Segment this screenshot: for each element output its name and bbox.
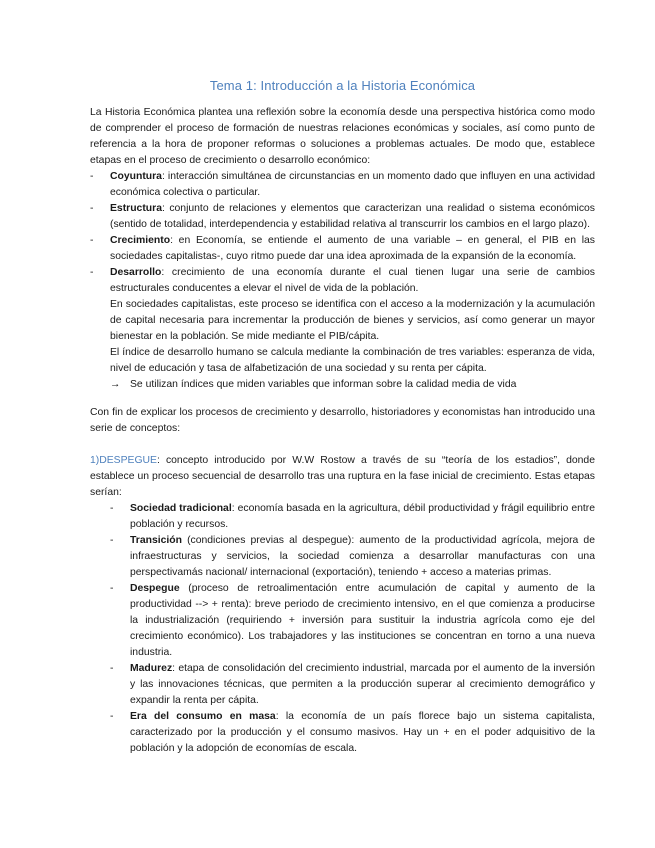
list-dash: -: [110, 711, 114, 722]
stage-term: Transición: [130, 535, 182, 546]
transition-paragraph: Con fin de explicar los procesos de crecimiento y desarrollo, historiadores y economistas han introducido una serie de conceptos:: [90, 407, 595, 434]
despegue-paragraph: [90, 453, 595, 501]
arrow-right-icon: →: [110, 379, 121, 390]
concept-text: : crecimiento de una economía durante el cual tienen lugar una serie de cambios estructurales conducentes a elevar el nivel de vida de la población.: [110, 267, 595, 294]
list-dash: -: [90, 235, 94, 246]
despegue-label: 1)DESPEGUE: [90, 455, 157, 466]
list-dash: -: [110, 583, 114, 594]
list-dash: -: [110, 535, 114, 546]
concept-estructura: [90, 201, 595, 233]
concept-term: Estructura: [110, 203, 162, 214]
stage-term: Sociedad tradicional: [130, 503, 232, 514]
list-dash: -: [90, 171, 94, 182]
concept-text: : conjunto de relaciones y elementos que caracterizan una realidad o sistema económicos (sentido de totalidad, interdependencia y estabilidad relativa al transcurrir los cambios en el largo plazo).: [110, 203, 595, 230]
concept-coyuntura: [90, 169, 595, 201]
concept-text: : en Economía, se entiende el aumento de una variable – en general, el PIB en las sociedades capitalistas-, cuyo ritmo puede dar una idea aproximada de la expansión de la economía.: [110, 235, 595, 262]
stage-sociedad-tradicional: [110, 501, 595, 533]
despegue-text: : concepto introducido por W.W Rostow a través de su “teoría de los estadios”, donde establece un proceso secuencial de desarrollo tras una ruptura en la fase inicial de crecimiento. Estas etapas serían:: [90, 455, 595, 498]
desarrollo-paragraph-2: El índice de desarrollo humano se calcula mediante la combinación de tres variables: esperanza de vida, nivel de educación y tasa de alfabetización de una sociedad y su renta per cápita.: [110, 347, 595, 374]
arrow-note-text: Se utilizan índices que miden variables que informan sobre la calidad media de vida: [130, 379, 517, 390]
arrow-note: [90, 377, 595, 393]
list-dash: -: [110, 503, 114, 514]
concept-term: Crecimiento: [110, 235, 171, 246]
concept-term: Desarrollo: [110, 267, 162, 278]
stage-text: : etapa de consolidación del crecimiento industrial, marcada por el aumento de la inversión y las innovaciones técnicas, que permiten a la producción superar al crecimiento demográfico y expandir la renta per cápita.: [130, 663, 595, 706]
intro-paragraph: La Historia Económica plantea una reflexión sobre la economía desde una perspectiva histórica como modo de comprender el proceso de formación de nuestras relaciones económicas y sociales, así como punto de referencia a la hora de proponer reformas o soluciones a problemas actuales. De modo que, establece etapas en el proceso de crecimiento o desarrollo económico:: [90, 107, 595, 166]
stage-text: : la economía de un país florece bajo un sistema capitalista, caracterizado por la producción y el consumo masivos. Hay un + en el poder adquisitivo de la población y la adopción de economías de escala.: [130, 711, 596, 754]
concept-crecimiento: [90, 233, 595, 265]
concept-text: : interacción simultánea de circunstancias en un momento dado que influyen en una actividad económica colectiva o particular.: [110, 171, 595, 198]
list-dash: -: [110, 663, 114, 674]
stage-term: Despegue: [130, 583, 180, 594]
stage-text: : economía basada en la agricultura, débil productividad y frágil equilibrio entre población y recursos.: [130, 503, 596, 530]
stage-despegue: [110, 581, 595, 661]
page-title: Tema 1: Introducción a la Historia Económica: [209, 78, 476, 93]
list-dash: -: [90, 203, 94, 214]
stage-term: Era del consumo en masa: [130, 711, 276, 722]
concept-desarrollo: [90, 265, 595, 297]
desarrollo-paragraph-1: En sociedades capitalistas, este proceso se identifica con el acceso a la modernización y la acumulación de capital necesaria para incrementar la producción de bienes y servicios, así como generar un mayor bienestar en la población. Se mide mediante el PIB/cápita.: [110, 299, 595, 342]
list-dash: -: [90, 267, 94, 278]
stage-madurez: [110, 661, 595, 709]
concept-term: Coyuntura: [110, 171, 162, 182]
stage-text: (condiciones previas al despegue): aumento de la productividad agrícola, mejora de infraestructuras y servicios, la sociedad comienza a desarrollar manufacturas con una perspectivamás nacional/ internacional (exportación), teniendo + acceso a materias primas.: [130, 535, 595, 578]
stage-term: Madurez: [130, 663, 173, 674]
stage-transicion: [110, 533, 595, 581]
stage-consumo-en-masa: [110, 709, 595, 757]
stage-text: (proceso de retroalimentación entre acumulación de capital y aumento de la productividad --> + renta): breve periodo de crecimiento intensivo, en el que comienza a producirse la industrialización (requiriendo + inversión para sustituir la industria agrícola como eje del crecimiento económico). Los trabajadores y las instituciones se concentran en torno a una nueva industria.: [130, 583, 595, 658]
